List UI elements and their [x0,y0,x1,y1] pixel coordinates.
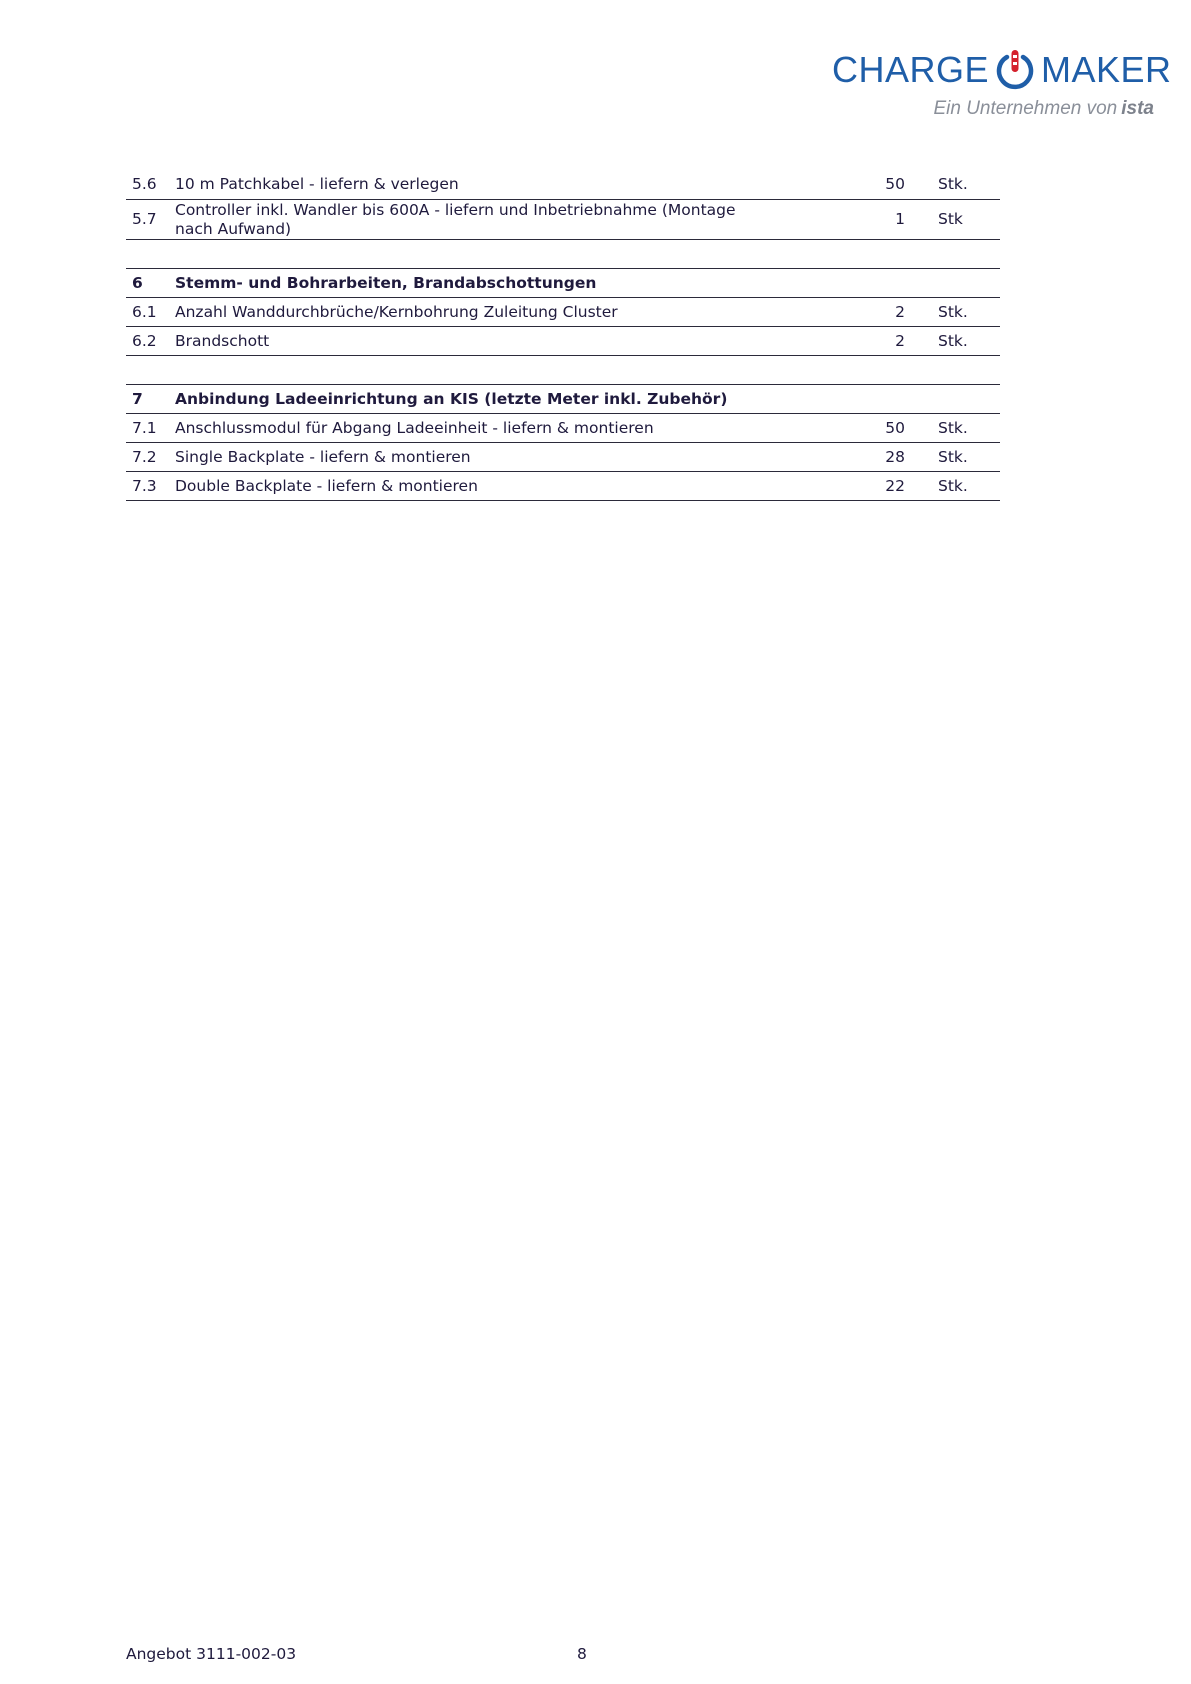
table-row [126,414,1000,443]
position-unit: Stk. [938,418,968,437]
position-quantity: 1 [895,210,905,228]
position-description: Single Backplate - liefern & montieren [175,447,471,466]
position-description: Brandschott [175,331,270,350]
table-row [126,443,1000,472]
table-row [126,327,1000,356]
position-unit: Stk. [938,302,968,321]
position-description: Double Backplate - liefern & montieren [175,476,478,495]
position-number: 6.2 [132,331,157,350]
position-description: Controller inkl. Wandler bis 600A - liefern und Inbetriebnahme (Montage nach Aufwand) [175,200,736,238]
position-quantity: 50 [885,418,905,437]
position-unit: Stk. [938,175,968,193]
logo-tagline [933,98,1154,120]
section-title: Stemm- und Bohrarbeiten, Brandabschottungen [175,273,597,292]
logo-word-charge: CHARGE [832,49,990,90]
position-description: 10 m Patchkabel - liefern & verlegen [175,175,459,193]
section-gap [126,356,1000,384]
section-header-6 [126,268,1000,298]
footer-page-number: 8 [577,1645,587,1663]
position-table [126,170,1000,501]
chargemaker-logo [832,40,1172,124]
position-quantity: 28 [885,447,905,466]
tagline-text: Ein Unternehmen von [933,98,1118,119]
position-unit: Stk [938,210,963,228]
position-unit: Stk. [938,447,968,466]
position-quantity: 2 [895,331,905,350]
position-description: Anzahl Wanddurchbrüche/Kernbohrung Zuleitung Cluster [175,302,618,321]
table-row [126,170,1000,200]
logo-word-maker: MAKER [1041,49,1172,90]
position-unit: Stk. [938,331,968,350]
ista-brand: ista [1121,98,1154,119]
section-title: Anbindung Ladeeinrichtung an KIS (letzte Meter inkl. Zubehör) [175,389,728,408]
footer-offer-number: Angebot 3111-002-03 [126,1645,297,1663]
table-row [126,200,1000,240]
section-header-7 [126,384,1000,414]
position-number: 7.1 [132,418,157,437]
position-number: 7.2 [132,447,157,466]
table-row [126,298,1000,327]
position-quantity: 50 [885,175,905,193]
position-number: 5.6 [132,175,157,193]
position-quantity: 2 [895,302,905,321]
section-number: 6 [132,273,143,292]
position-number: 6.1 [132,302,157,321]
table-row [126,472,1000,501]
logo-wordmark [832,48,1172,92]
position-unit: Stk. [938,476,968,495]
position-number: 5.7 [132,210,157,228]
section-number: 7 [132,389,143,408]
position-description: Anschlussmodul für Abgang Ladeeinheit - liefern & montieren [175,418,654,437]
position-quantity: 22 [885,476,905,495]
section-gap [126,240,1000,268]
position-number: 7.3 [132,476,157,495]
power-icon [993,48,1037,92]
